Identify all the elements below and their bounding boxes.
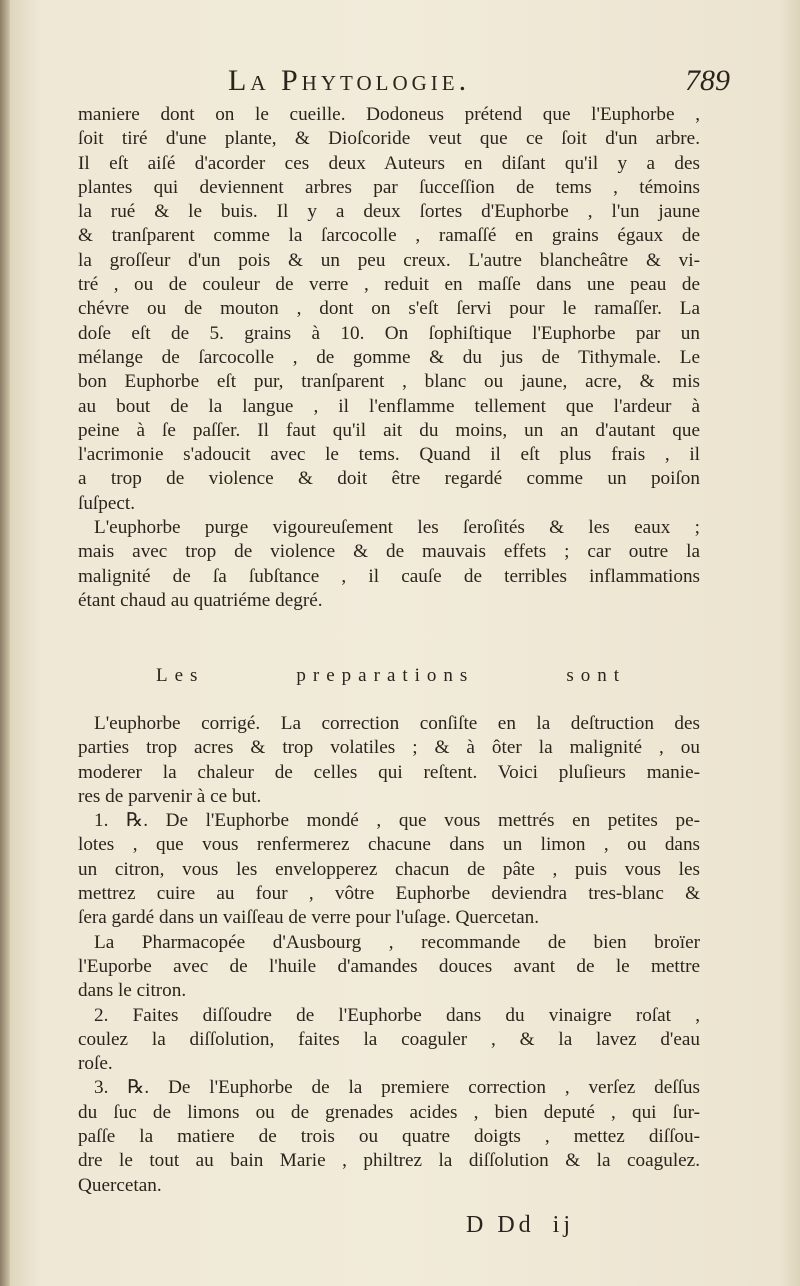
page-binding-edge	[0, 0, 10, 1286]
text-line: du ſuc de limons ou de grenades acides , bien deputé , qui ſur-	[78, 1101, 700, 1123]
page-number: 789	[685, 64, 730, 97]
paragraph-correction	[78, 712, 700, 809]
text-line: a trop de violence & doit être regardé comme un poiſon	[78, 468, 700, 490]
text-line: roſe.	[78, 1053, 113, 1075]
text-line: malignité de ſa ſubſtance , il cauſe de terribles inflammations	[78, 565, 700, 587]
text-block-top	[78, 103, 700, 613]
section-heading	[156, 665, 626, 687]
text-line: Il eſt aiſé d'acorder ces deux Auteurs en diſant qu'il y a des	[78, 152, 700, 174]
text-line: plantes qui deviennent arbres par ſucceſſion de tems , témoins	[78, 176, 700, 198]
text-line: paſſe la matiere de trois ou quatre doigts , mettez diſſou-	[78, 1126, 700, 1148]
text-line: parties trop acres & trop volatiles ; & à ôter la malignité , ou	[78, 737, 700, 759]
text-line: La Pharmacopée d'Ausbourg , recommande de bien broïer	[94, 931, 700, 953]
text-line: peine à ſe paſſer. Il faut qu'il ait du moins, un an d'autant que	[78, 419, 700, 441]
text-line: l'Euporbe avec de l'huile d'amandes douces avant de le mettre	[78, 955, 700, 977]
paragraph-euphorbe-effects	[78, 516, 700, 613]
text-line: mettrez cuire au four , vôtre Euphorbe deviendra tres-blanc &	[78, 883, 700, 905]
text-line: la groſſeur d'un pois & un peu creux. L'autre blancheâtre & vi-	[78, 249, 700, 271]
text-line: dans le citron.	[78, 980, 187, 1002]
text-line: mélange de ſarcocolle , de gomme & du jus de Tithymale. Le	[78, 346, 700, 368]
text-line: ſoit tiré d'une plante, & Dioſcoride veut que ce ſoit d'un arbre.	[78, 128, 700, 150]
text-line: au bout de la langue , il l'enflamme tellement que l'ardeur à	[78, 395, 700, 417]
text-line: étant chaud au quatriéme degré.	[78, 589, 323, 611]
paragraph-preparation-3	[78, 1076, 700, 1197]
text-line: Quercetan.	[78, 1174, 162, 1196]
text-line: doſe eſt de 5. grains à 10. On ſophiſtique l'Euphorbe par un	[78, 322, 700, 344]
text-line: ſuſpect.	[78, 492, 136, 514]
text-line: l'acrimonie s'adoucit avec le tems. Quand il eſt plus frais , il	[78, 444, 700, 466]
text-line: ſera gardé dans un vaiſſeau de verre pour l'uſage. Quercetan.	[78, 907, 540, 929]
paragraph-euphorbe-description	[78, 103, 700, 516]
text-line: un citron, vous les envelopperez chacun de pâte , puis vous les	[78, 858, 700, 880]
printer-signature	[466, 1212, 592, 1239]
text-line: maniere dont on le cueille. Dodoneus prétend que l'Euphorbe ,	[78, 104, 700, 125]
heading-word: sont	[566, 665, 626, 686]
text-line: L'euphorbe corrigé. La correction conſiſte en la deſtruction des	[94, 713, 700, 734]
text-block-preparations	[78, 712, 700, 1198]
text-line: la rué & le buis. Il y a deux ſortes d'Euphorbe , l'un jaune	[78, 201, 700, 223]
text-line: coulez la diſſolution, faites la coaguler , & la lavez d'eau	[78, 1028, 700, 1050]
signature-number: ij	[552, 1212, 575, 1238]
text-line: lotes , que vous renfermerez chacune dans un limon , ou dans	[78, 834, 700, 856]
text-line: chévre ou de mouton , dont on s'eſt ſervi pour le ramaſſer. La	[78, 298, 700, 320]
text-line: res de parvenir à ce but.	[78, 785, 262, 807]
text-line: mais avec trop de violence & de mauvais effets ; car outre la	[78, 541, 700, 563]
paragraph-ausbourg	[78, 931, 700, 1004]
heading-word: Les	[156, 665, 205, 686]
text-line: 1. ℞. De l'Euphorbe mondé , que vous mettrés en petites pe-	[94, 810, 700, 832]
page-header	[200, 64, 730, 104]
text-line: 3. ℞. De l'Euphorbe de la premiere correction , verſez deſſus	[94, 1077, 700, 1099]
text-line: bon Euphorbe eſt pur, tranſparent , blanc ou jaune, acre, & mis	[78, 371, 700, 393]
signature-mark: D Dd	[466, 1212, 535, 1238]
running-head: La Phytologie.	[228, 64, 471, 97]
text-line: dre le tout au bain Marie , philtrez la diſſolution & la coagulez.	[78, 1150, 700, 1172]
text-line: 2. Faites diſſoudre de l'Euphorbe dans du vinaigre roſat ,	[94, 1004, 700, 1026]
paragraph-preparation-2	[78, 1004, 700, 1077]
heading-word: preparations	[296, 665, 475, 686]
text-line: L'euphorbe purge vigoureuſement les ſeroſités & les eaux ;	[94, 517, 700, 539]
text-line: & tranſparent comme la ſarcocolle , ramaſſé en grains égaux de	[78, 225, 700, 247]
paragraph-preparation-1	[78, 809, 700, 930]
text-line: moderer la chaleur de celles qui reſtent. Voici pluſieurs manie-	[78, 761, 700, 783]
text-line: tré , ou de couleur de verre , reduit en maſſe dans une peau de	[78, 274, 700, 296]
